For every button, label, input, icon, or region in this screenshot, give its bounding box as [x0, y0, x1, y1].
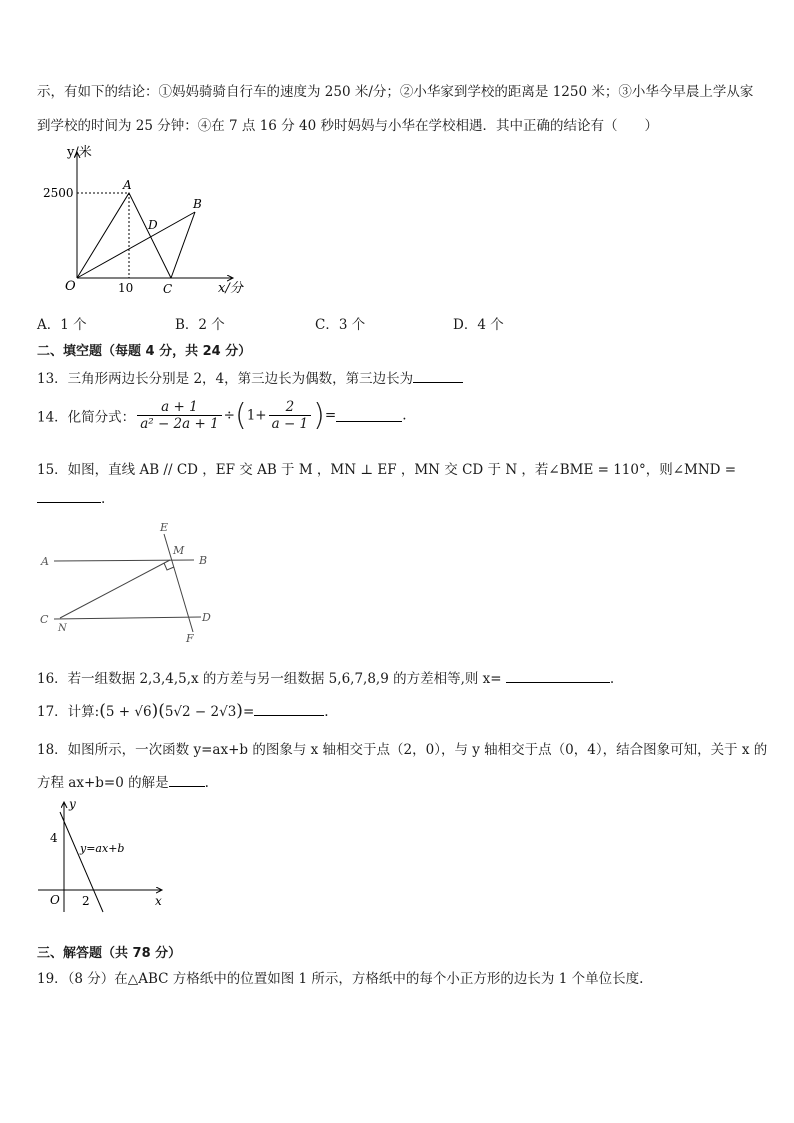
q18-x-label: x [155, 894, 162, 908]
q18-text2: 方程 ax+b=0 的解是 [37, 775, 169, 791]
y-axis-label: y/米 [67, 145, 92, 160]
q18-tick-2: 2 [82, 894, 90, 908]
option-b: B．2 个 [175, 317, 225, 333]
label-m: M [173, 544, 185, 557]
x-tick-10: 10 [118, 281, 134, 295]
q16-end: . [609, 671, 615, 687]
point-d-label: D [148, 218, 158, 232]
q15-line1: 15．如图，直线 AB // CD ，EF 交 AB 于 M ，MN ⊥ EF ，MN 交 CD 于 N ，若∠BME = 110°，则∠MND = [37, 462, 737, 478]
q18-tick-4: 4 [50, 831, 58, 845]
q14-one-plus: 1+ [246, 407, 267, 424]
q16-answer-blank[interactable] [506, 670, 610, 683]
point-a-label: A [123, 178, 132, 192]
q14-paren-open: ( [234, 398, 247, 433]
q12-options [37, 313, 504, 333]
option-a: A．1 个 [37, 317, 87, 333]
option-d: D．4 个 [453, 317, 504, 333]
q17-prefix: 17．计算: [37, 704, 100, 720]
point-c-label: C [163, 282, 173, 296]
q13-text: 13．三角形两边长分别是 2，4，第三边长为偶数，第三边长为 [37, 371, 414, 387]
q14-eq: = [324, 407, 337, 424]
q15-end: . [101, 491, 106, 507]
q15-figure [36, 520, 226, 645]
segment-ob [77, 212, 195, 278]
q13 [37, 367, 463, 387]
q12-line2: 到学校的时间为 25 分钟：④在 7 点 16 分 40 秒时妈妈与小华在学校相遇．其中正确的结论有（ ） [37, 118, 658, 134]
q14 [37, 398, 406, 433]
q18-graph [36, 796, 176, 916]
label-d: D [202, 611, 211, 624]
section3-title: 三、解答题（共 78 分） [37, 946, 182, 961]
q17: 17．计算:(5 + √6)(5√2 − 2√3)= . [37, 701, 329, 721]
q18-y-label: y [69, 797, 76, 811]
section2-title: 二、填空题（每题 4 分，共 24 分） [37, 344, 252, 359]
segment-mn [60, 560, 170, 618]
q14-end: . [402, 407, 407, 424]
q17-eq: = [242, 704, 255, 720]
q13-answer-blank[interactable] [413, 370, 463, 383]
label-a: A [41, 555, 49, 568]
q16 [37, 667, 614, 687]
option-c: C．3 个 [315, 317, 366, 333]
q14-answer-blank[interactable] [336, 409, 402, 422]
label-n: N [58, 623, 67, 634]
origin-label: O [65, 279, 76, 294]
q15-line2 [37, 490, 105, 507]
q14-div: ÷ [223, 407, 235, 424]
q18-line2 [37, 771, 209, 791]
segment-cb [171, 212, 195, 278]
label-c: C [40, 613, 49, 626]
y-tick-2500: 2500 [43, 186, 74, 200]
q14-paren-close: ) [313, 398, 325, 433]
q18-end: . [204, 775, 209, 791]
q17-expr1: 5 + √6 [105, 704, 152, 720]
q17-answer-blank[interactable] [254, 703, 324, 716]
q14-frac1-num: a + 1 [137, 399, 221, 416]
q14-frac2-num: 2 [269, 399, 312, 416]
q18-answer-blank[interactable] [169, 774, 205, 787]
q16-text: 16．若一组数据 2,3,4,5,x 的方差与另一组数据 5,6,7,8,9 的方差相等,则 x= [37, 671, 502, 687]
q18-function-label: y=ax+b [80, 842, 125, 855]
q19: 19．（8 分）在△ABC 方格纸中的位置如图 1 所示，方格纸中的每个小正方形的边长为 1 个单位长度. [37, 971, 644, 987]
label-e: E [160, 521, 169, 534]
q14-fraction-1 [137, 399, 221, 432]
label-f: F [186, 632, 194, 645]
q12-line1: 示，有如下的结论：①妈妈骑骑自行车的速度为 250 米/分；②小华家到学校的距离是 1250 米；③小华今早晨上学从家 [37, 84, 754, 100]
q12-graph [35, 142, 265, 297]
q15-answer-blank[interactable] [37, 490, 101, 503]
line-cd [54, 617, 201, 619]
q17-expr2: 5√2 − 2√3 [164, 704, 237, 720]
q18-line1: 18．如图所示，一次函数 y=ax+b 的图象与 x 轴相交于点（2，0），与 y 轴相交于点（0，4），结合图象可知，关于 x 的 [37, 742, 768, 758]
q14-frac2-den: a − 1 [271, 416, 309, 432]
point-b-label: B [193, 197, 202, 211]
label-b: B [199, 554, 208, 567]
q17-end: . [324, 704, 329, 720]
q14-frac1-den: a² − 2a + 1 [140, 416, 219, 432]
line-ab [54, 560, 194, 561]
x-axis-label: x/分 [218, 281, 243, 296]
segment-oac [77, 193, 171, 278]
q14-fraction-2 [269, 399, 312, 432]
q18-origin: O [50, 893, 60, 907]
q14-prefix: 14．化简分式： [37, 409, 136, 426]
